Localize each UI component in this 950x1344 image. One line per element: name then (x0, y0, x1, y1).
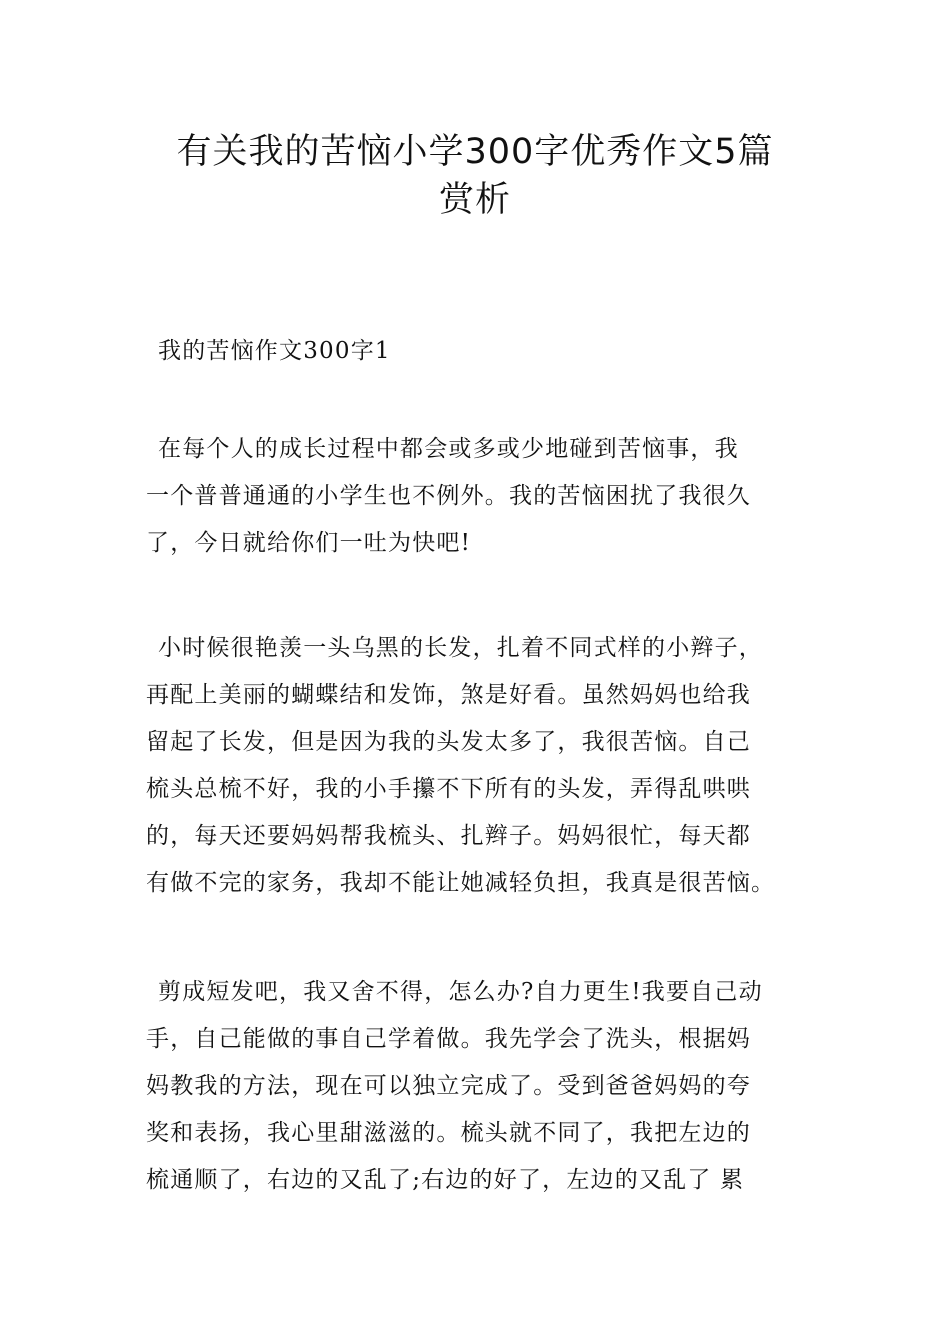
paragraph-line: 一个普普通通的小学生也不例外。我的苦恼困扰了我很久 (146, 483, 751, 509)
document-title (120, 128, 830, 224)
paragraph-line: 梳通顺了，右边的又乱了;右边的好了，左边的又乱了 累 (146, 1167, 745, 1193)
paragraph-line: 剪成短发吧，我又舍不得，怎么办?自力更生!我要自己动 (158, 979, 763, 1005)
paragraph-2 (146, 625, 810, 907)
paragraph-1 (146, 426, 810, 567)
paragraph-line: 妈教我的方法，现在可以独立完成了。受到爸爸妈妈的夸 (146, 1073, 751, 1099)
paragraph-line: 有做不完的家务，我却不能让她减轻负担，我真是很苦恼。 (146, 870, 776, 896)
paragraph-line: 奖和表扬，我心里甜滋滋的。梳头就不同了，我把左边的 (146, 1120, 751, 1146)
paragraph-line: 留起了长发，但是因为我的头发太多了，我很苦恼。自己 (146, 729, 751, 755)
title-line-1: 有关我的苦恼小学300字优秀作文5篇 (176, 132, 774, 172)
section-heading: 我的苦恼作文300字1 (158, 338, 391, 364)
paragraph-line: 再配上美丽的蝴蝶结和发饰，煞是好看。虽然妈妈也给我 (146, 682, 751, 708)
paragraph-line: 小时候很艳羡一头乌黑的长发，扎着不同式样的小辫子， (158, 635, 763, 661)
paragraph-line: 梳头总梳不好，我的小手攥不下所有的头发，弄得乱哄哄 (146, 776, 751, 802)
paragraph-line: 了，今日就给你们一吐为快吧! (146, 530, 472, 556)
paragraph-3 (146, 969, 810, 1204)
title-line-2: 赏析 (438, 180, 511, 220)
paragraph-line: 手，自己能做的事自己学着做。我先学会了洗头，根据妈 (146, 1026, 751, 1052)
paragraph-line: 在每个人的成长过程中都会或多或少地碰到苦恼事，我 (158, 436, 739, 462)
paragraph-line: 的，每天还要妈妈帮我梳头、扎辫子。妈妈很忙，每天都 (146, 823, 751, 849)
